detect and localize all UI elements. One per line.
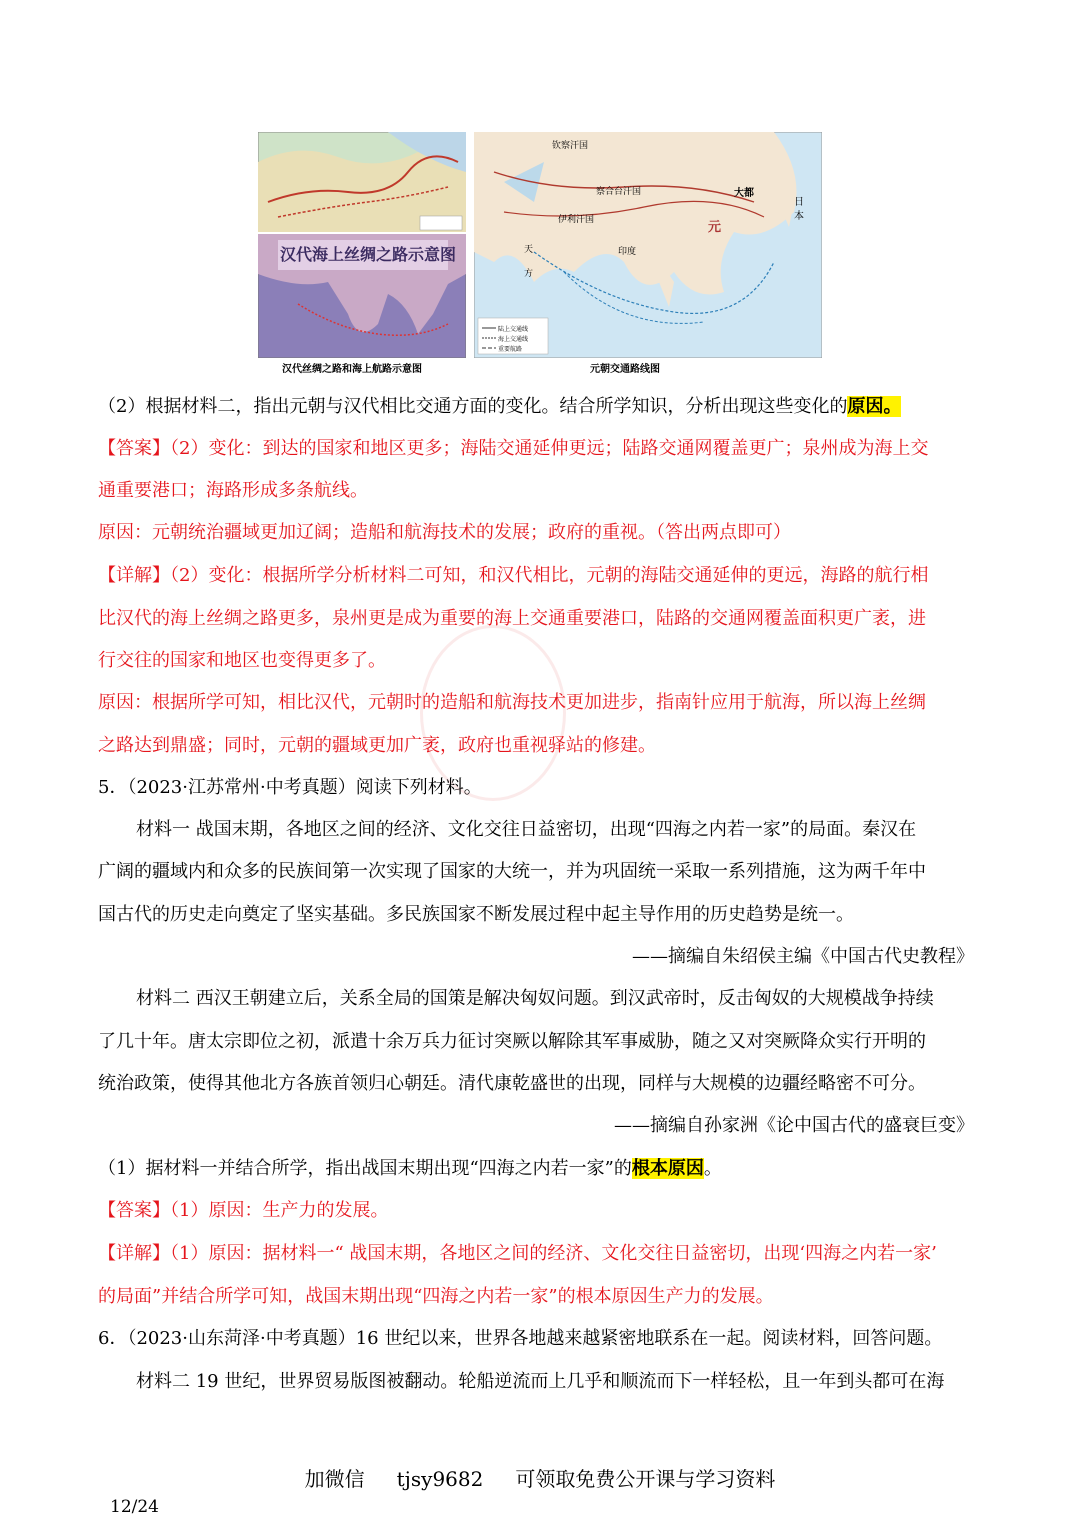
map-label-japan: 日本 <box>794 197 804 222</box>
caption-yuan-map: 元朝交通路线图 <box>590 364 660 375</box>
material-2-line-1: 材料二 西汉王朝建立后，关系全局的国策是解决匈奴问题。到汉武帝时，反击匈奴的大规模战争持续 <box>136 988 934 1009</box>
detail-2-line-5: 之路达到鼎盛；同时，元朝的疆域更加广袤，政府也重视驿站的修建。 <box>98 735 656 756</box>
detail-5-1-line-2: 的局面”并结合所学可知，战国末期出现“四海之内若一家”的根本原因生产力的发展。 <box>98 1286 774 1307</box>
legend-item-sea: 海上交通线 <box>498 336 529 343</box>
material-1-line-3: 国古代的历史走向奠定了坚实基础。多民族国家不断发展过程中起主导作用的历史趋势是统一。 <box>98 904 854 925</box>
highlight-root-cause: 根本原因 <box>631 1158 704 1179</box>
material-2-source: ——摘编自孙家洲《论中国古代的盛衰巨变》 <box>614 1115 974 1136</box>
legend-item-land: 陆上交通线 <box>498 326 529 333</box>
question-2: （2）根据材料二，指出元朝与汉代相比交通方面的变化。结合所学知识，分析出现这些变化的原因。 <box>98 396 902 417</box>
footer-wechat-id: tjsy9682 <box>396 1467 484 1491</box>
detail-2-line-2: 比汉代的海上丝绸之路更多，泉州更是成为重要的海上交通重要港口，陆路的交通网覆盖面积更广袤，进 <box>98 608 926 629</box>
legend-item-route: 重要航路 <box>498 346 523 353</box>
footer-wechat-label: 加微信 <box>304 1467 365 1491</box>
detail-2-line-4: 原因：根据所学可知，相比汉代，元朝时的造船和航海技术更加进步，指南针应用于航海，所以海上丝绸 <box>98 692 926 713</box>
map-label-chagatai: 察合台汗国 <box>596 187 642 197</box>
question-5-1: （1）据材料一并结合所学，指出战国末期出现“四海之内若一家”的根本原因。 <box>98 1158 722 1179</box>
detail-2-line-3: 行交往的国家和地区也变得更多了。 <box>98 650 386 671</box>
map-label-ilkhanate: 伊利汗国 <box>558 215 595 225</box>
material-2-line-3: 统治政策，使得其他北方各族首领归心朝廷。清代康乾盛世的出现，同样与大规模的边疆经略密不可分。 <box>98 1073 926 1094</box>
material-1-line-2: 广阔的疆域内和众多的民族间第一次实现了国家的大统一，并为巩固统一采取一系列措施，这为两千年中 <box>98 861 926 882</box>
map-label-tianfang: 天方 <box>524 245 534 279</box>
detail-5-1-line-1: 【详解】（1）原因：据材料一“ 战国末期，各地区之间的经济、文化交往日益密切，出现‘四海之内若一家’ <box>98 1243 937 1264</box>
material-1-line-1: 材料一 战国末期，各地区之间的经济、文化交往日益密切，出现“四海之内若一家”的局面。秦汉在 <box>136 819 917 840</box>
highlight-reason: 原因。 <box>847 396 902 417</box>
map-label-yuan: 元 <box>708 220 722 235</box>
answer-2-line-1: 【答案】（2）变化：到达的国家和地区更多；海陆交通延伸更远；陆路交通网覆盖更广；泉州成为海上交 <box>98 438 929 459</box>
footer-promo <box>0 1465 1080 1493</box>
footer-offer: 可领取免费公开课与学习资料 <box>515 1467 776 1491</box>
map-label-dadu: 大都 <box>734 188 754 199</box>
figure-maps <box>258 132 822 358</box>
material-1-source: ——摘编自朱绍侯主编《中国古代史教程》 <box>632 946 974 967</box>
caption-han-map: 汉代丝绸之路和海上航路示意图 <box>282 364 422 375</box>
q6-material-2-line-1: 材料二 19 世纪，世界贸易版图被翻动。轮船逆流而上几乎和顺流而下一样轻松，且一年到头都可在海 <box>136 1371 945 1392</box>
han-maritime-map-title: 汉代海上丝绸之路示意图 <box>280 245 457 264</box>
page-number: 12/24 <box>110 1497 159 1517</box>
han-silk-road-map <box>258 132 466 232</box>
material-2-line-2: 了几十年。唐太宗即位之初，派遣十余万兵力征讨突厥以解除其军事威胁，随之又对突厥降众实行开明的 <box>98 1031 926 1052</box>
question-6-heading: 6．（2023·山东菏泽·中考真题）16 世纪以来，世界各地越来越紧密地联系在一起。阅读材料，回答问题。 <box>98 1328 943 1349</box>
question-5-heading: 5．（2023·江苏常州·中考真题）阅读下列材料。 <box>98 777 482 798</box>
answer-2-line-3: 原因：元朝统治疆域更加辽阔；造船和航海技术的发展；政府的重视。（答出两点即可） <box>98 522 791 543</box>
detail-2-line-1: 【详解】（2）变化：根据所学分析材料二可知，和汉代相比，元朝的海陆交通延伸的更远，海路的航行相 <box>98 565 929 586</box>
map-label-qincha: 钦察汗国 <box>552 141 589 151</box>
answer-2-line-2: 通重要港口；海路形成多条航线。 <box>98 480 368 501</box>
map-label-india: 印度 <box>618 247 637 257</box>
answer-5-1: 【答案】（1）原因：生产力的发展。 <box>98 1200 389 1221</box>
